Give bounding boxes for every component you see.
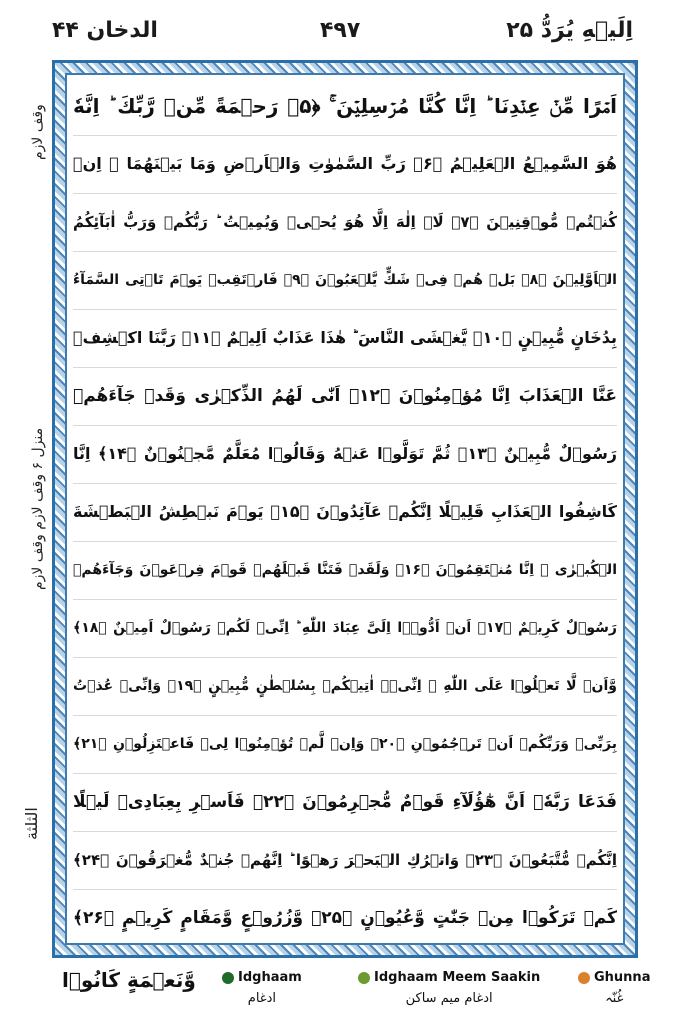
verse-line-15: كَمۡ تَرَكُوۡا مِنۡ جَنّٰتٍ وَّعُيُوۡنٍ ﴿۲۵﴾ وَّزُرُوۡعٍ وَّمَقَامٍ كَرِيۡمٍ ﴿۲۶﴾ [73,908,617,928]
verse-line-10: رَسُوۡلٌ كَرِيۡمٌ ﴿۱۷﴾ اَنۡ اَدُّوۡۤا اِلَىَّ عِبَادَ اللّٰهِ ؕ اِنِّىۡ لَكُمۡ رَسُوۡلٌ اَمِيۡنٌ ﴿۱۸﴾ [73,599,617,658]
verse-line-14: اِنَّكُمۡ مُّتَّبَعُوۡنَ ﴿۲۳﴾ وَاتۡرُكِ الۡبَحۡرَ رَهۡوًا ؕ اِنَّهُمۡ جُنۡدٌ مُّغۡرَقُوۡنَ ﴿۲۴﴾ [73,831,617,890]
verse-line-12: بِرَبِّىۡ وَرَبِّكُمۡ اَنۡ تَرۡجُمُوۡنِ ﴿۲۰﴾ وَاِنۡ لَّمۡ تُؤۡمِنُوۡا لِىۡ فَاعۡتَزِلُوۡنِ ﴿۲۱﴾ [73,715,617,774]
catchword: وَّنَعۡمَةٍ كَانُوۡا [62,968,196,992]
verse-line-5: بِدُخَانٍ مُّبِيۡنٍ ﴿۱۰﴾ يَّغۡشَى النَّاسَ ؕ هٰذَا عَذَابٌ اَلِيۡمٌ ﴿۱۱﴾ رَبَّنَا اكۡشِفۡ [73,309,617,368]
margin-note-bottom: الثلثة [22,807,41,840]
page-frame [52,60,638,958]
legend-urdu: ادغام میم ساکن [405,991,493,1006]
legend-idghaam-meem-saakin [358,970,540,1006]
verse-line-11: وَّاَنۡ لَّا تَعۡلُوۡا عَلَى اللّٰهِ ۚ اِنِّىۡۤ اٰتِيۡكُمۡ بِسُلۡطٰنٍ مُّبِيۡنٍ ﴿۱۹﴾ وَاِنِّىۡ عُذۡتُ [73,657,617,716]
margin-note-middle: منزل ۶ وقف لازم وقف لازم [30,427,46,590]
legend-urdu: غُنّہ [605,991,624,1006]
legend-ghunna [578,970,650,1006]
surah-name: الدخان ۴۴ [52,18,158,43]
page-number: ۴۹۷ [320,18,361,43]
verse-line-4: الۡاَوَّلِيۡنَ ﴿۸﴾ بَلۡ هُمۡ فِىۡ شَكٍّ يَّلۡعَبُوۡنَ ﴿۹﴾ فَارۡتَقِبۡ يَوۡمَ تَاۡتِى السَّمَآءُ [73,251,617,310]
legend-label: Ghunna [594,970,651,985]
legend-label: Idghaam [238,970,302,985]
verse-line-9: الۡكُبۡرٰى ۚ اِنَّا مُنۡتَقِمُوۡنَ ﴿۱۶﴾ وَلَقَدۡ فَتَنَّا قَبۡلَهُمۡ قَوۡمَ فِرۡعَوۡنَ وَجَآءَهُمۡ [73,541,617,600]
margin-note-top: وقف لازم [30,104,46,160]
verse-line-8: كَاشِفُوا الۡعَذَابِ قَلِيۡلًا اِنَّكُمۡ عَآئِدُوۡنَ ﴿۱۵﴾ يَوۡمَ نَبۡطِشُ الۡبَطۡشَةَ [73,483,617,542]
verse-line-13: فَدَعَا رَبَّهٗۤ اَنَّ هٰٓؤُلَآءِ قَوۡمٌ مُّجۡرِمُوۡنَ ﴿۲۲﴾ فَاَسۡرِ بِعِبَادِىۡ لَيۡلًا [73,773,617,832]
verse-line-3: كُنۡتُمۡ مُّوۡقِنِيۡنَ ﴿۷﴾ لَاۤ اِلٰهَ اِلَّا هُوَ يُحۡیٖ وَيُمِيۡتُ ؕ رَبُّكُمۡ وَرَبُّ اٰبَآئِكُمُ [73,193,617,252]
verse-lines [67,75,623,943]
ghunna-color-dot [578,972,590,984]
legend-label: Idghaam Meem Saakin [374,970,541,985]
idghaam-meem-color-dot [358,972,370,984]
text-area [65,73,625,945]
juz-name: اِلَیۡهِ یُرَدُّ ۲۵ [506,18,633,43]
verse-line-2: هُوَ السَّمِيۡعُ الۡعَلِيۡمُ ﴿۶﴾ رَبِّ السَّمٰوٰتِ وَالۡاَرۡضِ وَمَا بَيۡنَهُمَا ۘ اِنۡ [73,135,617,194]
legend-urdu: ادغام [247,991,276,1006]
page-footer [0,968,691,1024]
verse-line-1: اَمۡرًا مِّنۡ عِنۡدِنَا ؕ اِنَّا كُنَّا مُرۡسِلِيۡنَ ۚ ﴿۵﴾ رَحۡمَةً مِّنۡ رَّبِّكَ ؕ اِنَّهٗ [73,77,617,136]
verse-line-6: عَنَّا الۡعَذَابَ اِنَّا مُؤۡمِنُوۡنَ ﴿۱۲﴾ اَنّٰى لَهُمُ الذِّكۡرٰى وَقَدۡ جَآءَهُمۡ [73,367,617,426]
page-header [0,0,691,60]
legend-idghaam [222,970,302,1006]
idghaam-color-dot [222,972,234,984]
verse-line-7: رَسُوۡلٌ مُّبِيۡنٌ ﴿۱۳﴾ ثُمَّ تَوَلَّوۡا عَنۡهُ وَقَالُوۡا مُعَلَّمٌ مَّجۡنُوۡنٌ ﴿۱۴﴾ اِنَّا [73,425,617,484]
